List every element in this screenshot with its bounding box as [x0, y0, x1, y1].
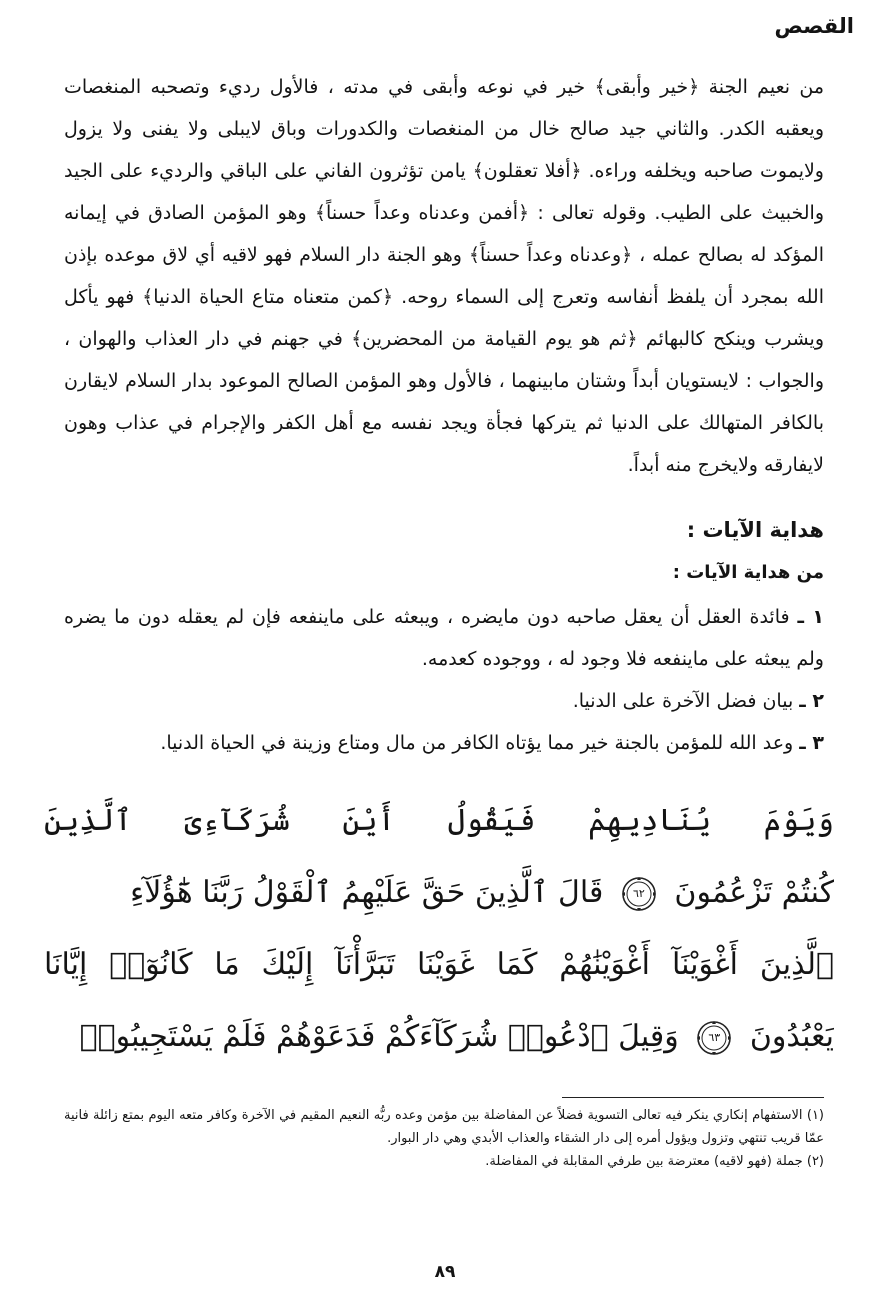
- quran-verses: [44, 785, 834, 1073]
- list-item: [64, 596, 824, 680]
- surah-running-title: القصص: [774, 14, 854, 38]
- footnote-1: (١) الاستفهام إنكاري ينكر فيه تعالى التسوية فضلاً عن المفاضلة بين مؤمن وعده ربُّه النعيم المقيم في الآخرة وكافر متعه اليوم بمتع زائلة فانية عمّا قريب تنتهي وتزول ويؤول أمره إلى دار الشقاء والعذاب الأبدي وهي دار البوار.: [64, 1108, 824, 1146]
- verse-segment: يَعْبُدُونَ: [749, 1019, 834, 1054]
- verse-line: ٱلَّذِينَ أَغْوَيْنَآ أَغْوَيْنَٰهُمْ كَمَا غَوَيْنَا تَبَرَّأْنَآ إِلَيْكَ مَا كَانُوٓا۟ إِيَّانَا: [44, 947, 834, 982]
- section-heading: هداية الآيات :: [686, 518, 824, 542]
- verse-line: وَيَوْمَ يُنَادِيهِمْ فَيَقُولُ أَيْنَ شُرَكَآءِىَ ٱلَّذِينَ: [44, 803, 834, 838]
- item-number: ٣ ـ: [799, 732, 824, 754]
- section-subheading: من هداية الآيات :: [672, 562, 824, 583]
- item-number: ٢ ـ: [799, 690, 824, 712]
- ayah-marker-icon: [696, 1020, 732, 1056]
- verse-line: [44, 857, 834, 929]
- footnotes: [64, 1104, 824, 1173]
- ayah-number: ٦٣: [708, 1031, 721, 1044]
- list-item: [64, 680, 824, 722]
- lessons-list: [64, 596, 824, 764]
- ayah-number: ٦٢: [632, 887, 645, 900]
- item-number: ١ ـ: [797, 606, 824, 628]
- footnote-divider: [562, 1097, 824, 1098]
- list-item: [64, 722, 824, 764]
- page-number: ٨٩: [434, 1262, 456, 1282]
- verse-segment: قَالَ ٱلَّذِينَ حَقَّ عَلَيْهِمُ ٱلْقَوْلُ رَبَّنَا هَٰٓؤُلَآءِ: [130, 875, 604, 910]
- item-text: وعد الله للمؤمن بالجنة خير مما يؤتاه الكافر من مال ومتاع وزينة في الحياة الدنيا.: [160, 732, 794, 754]
- item-text: فائدة العقل أن يعقل صاحبه دون مايضره ، ويبعثه على ماينفعه فإن لم يعقله دون ما يضره ولم يبعثه على ماينفعه فلا وجود له ، ووجوده كعدمه.: [64, 606, 824, 670]
- item-text: بيان فضل الآخرة على الدنيا.: [572, 690, 794, 712]
- ayah-marker-icon: [621, 876, 657, 912]
- footnote-2: (٢) جملة (فهو لاقيه) معترضة بين طرفي المقابلة في المفاضلة.: [485, 1154, 824, 1169]
- verse-segment: كُنتُمْ تَزْعُمُونَ: [674, 875, 834, 910]
- tafsir-text: [64, 66, 824, 486]
- verse-segment: وَقِيلَ ٱدْعُوا۟ شُرَكَآءَكُمْ فَدَعَوْهُمْ فَلَمْ يَسْتَجِيبُوا۟: [79, 1019, 679, 1054]
- tafsir-paragraph: من نعيم الجنة ﴿خير وأبقى﴾ خير في نوعه وأبقى في مدته ، فالأول رديء وتصحبه المنغصات ويعقبه الكدر. والثاني جيد صالح خال من المنغصات والكدورات وباق لايبلى ولا يفنى ولا يزول ولايموت صاحبه ويخلفه وراءه. ﴿أفلا تعقلون﴾ يامن تؤثرون الفاني على الباقي والرديء على الجيد والخبيث على الطيب. وقوله تعالى : ﴿أفمن وعدناه وعداً حسناً﴾ وهو المؤمن الصادق في إيمانه المؤكد له بصالح عمله ، ﴿وعدناه وعداً حسناً﴾ وهو الجنة دار السلام فهو لاقيه أي لاق موعده بإذن الله بمجرد أن يلفظ أنفاسه وتعرج إلى السماء روحه. ﴿كمن متعناه متاع الحياة الدنيا﴾ فهو يأكل ويشرب وينكح كالبهائم ﴿ثم هو يوم القيامة من المحضرين﴾ في جهنم في دار العذاب والهوان ، والجواب : لايستويان أبداً وشتان مابينهما ، فالأول وهو المؤمن الصالح الموعود بدار السلام لايقارن بالكافر المتهالك على الدنيا ثم يتركها فجأة ويجد نفسه مع أهل الكفر والإجرام في عذاب وهون لايفارقه ولايخرج منه أبداً.: [64, 76, 824, 476]
- verse-line: [44, 1001, 834, 1073]
